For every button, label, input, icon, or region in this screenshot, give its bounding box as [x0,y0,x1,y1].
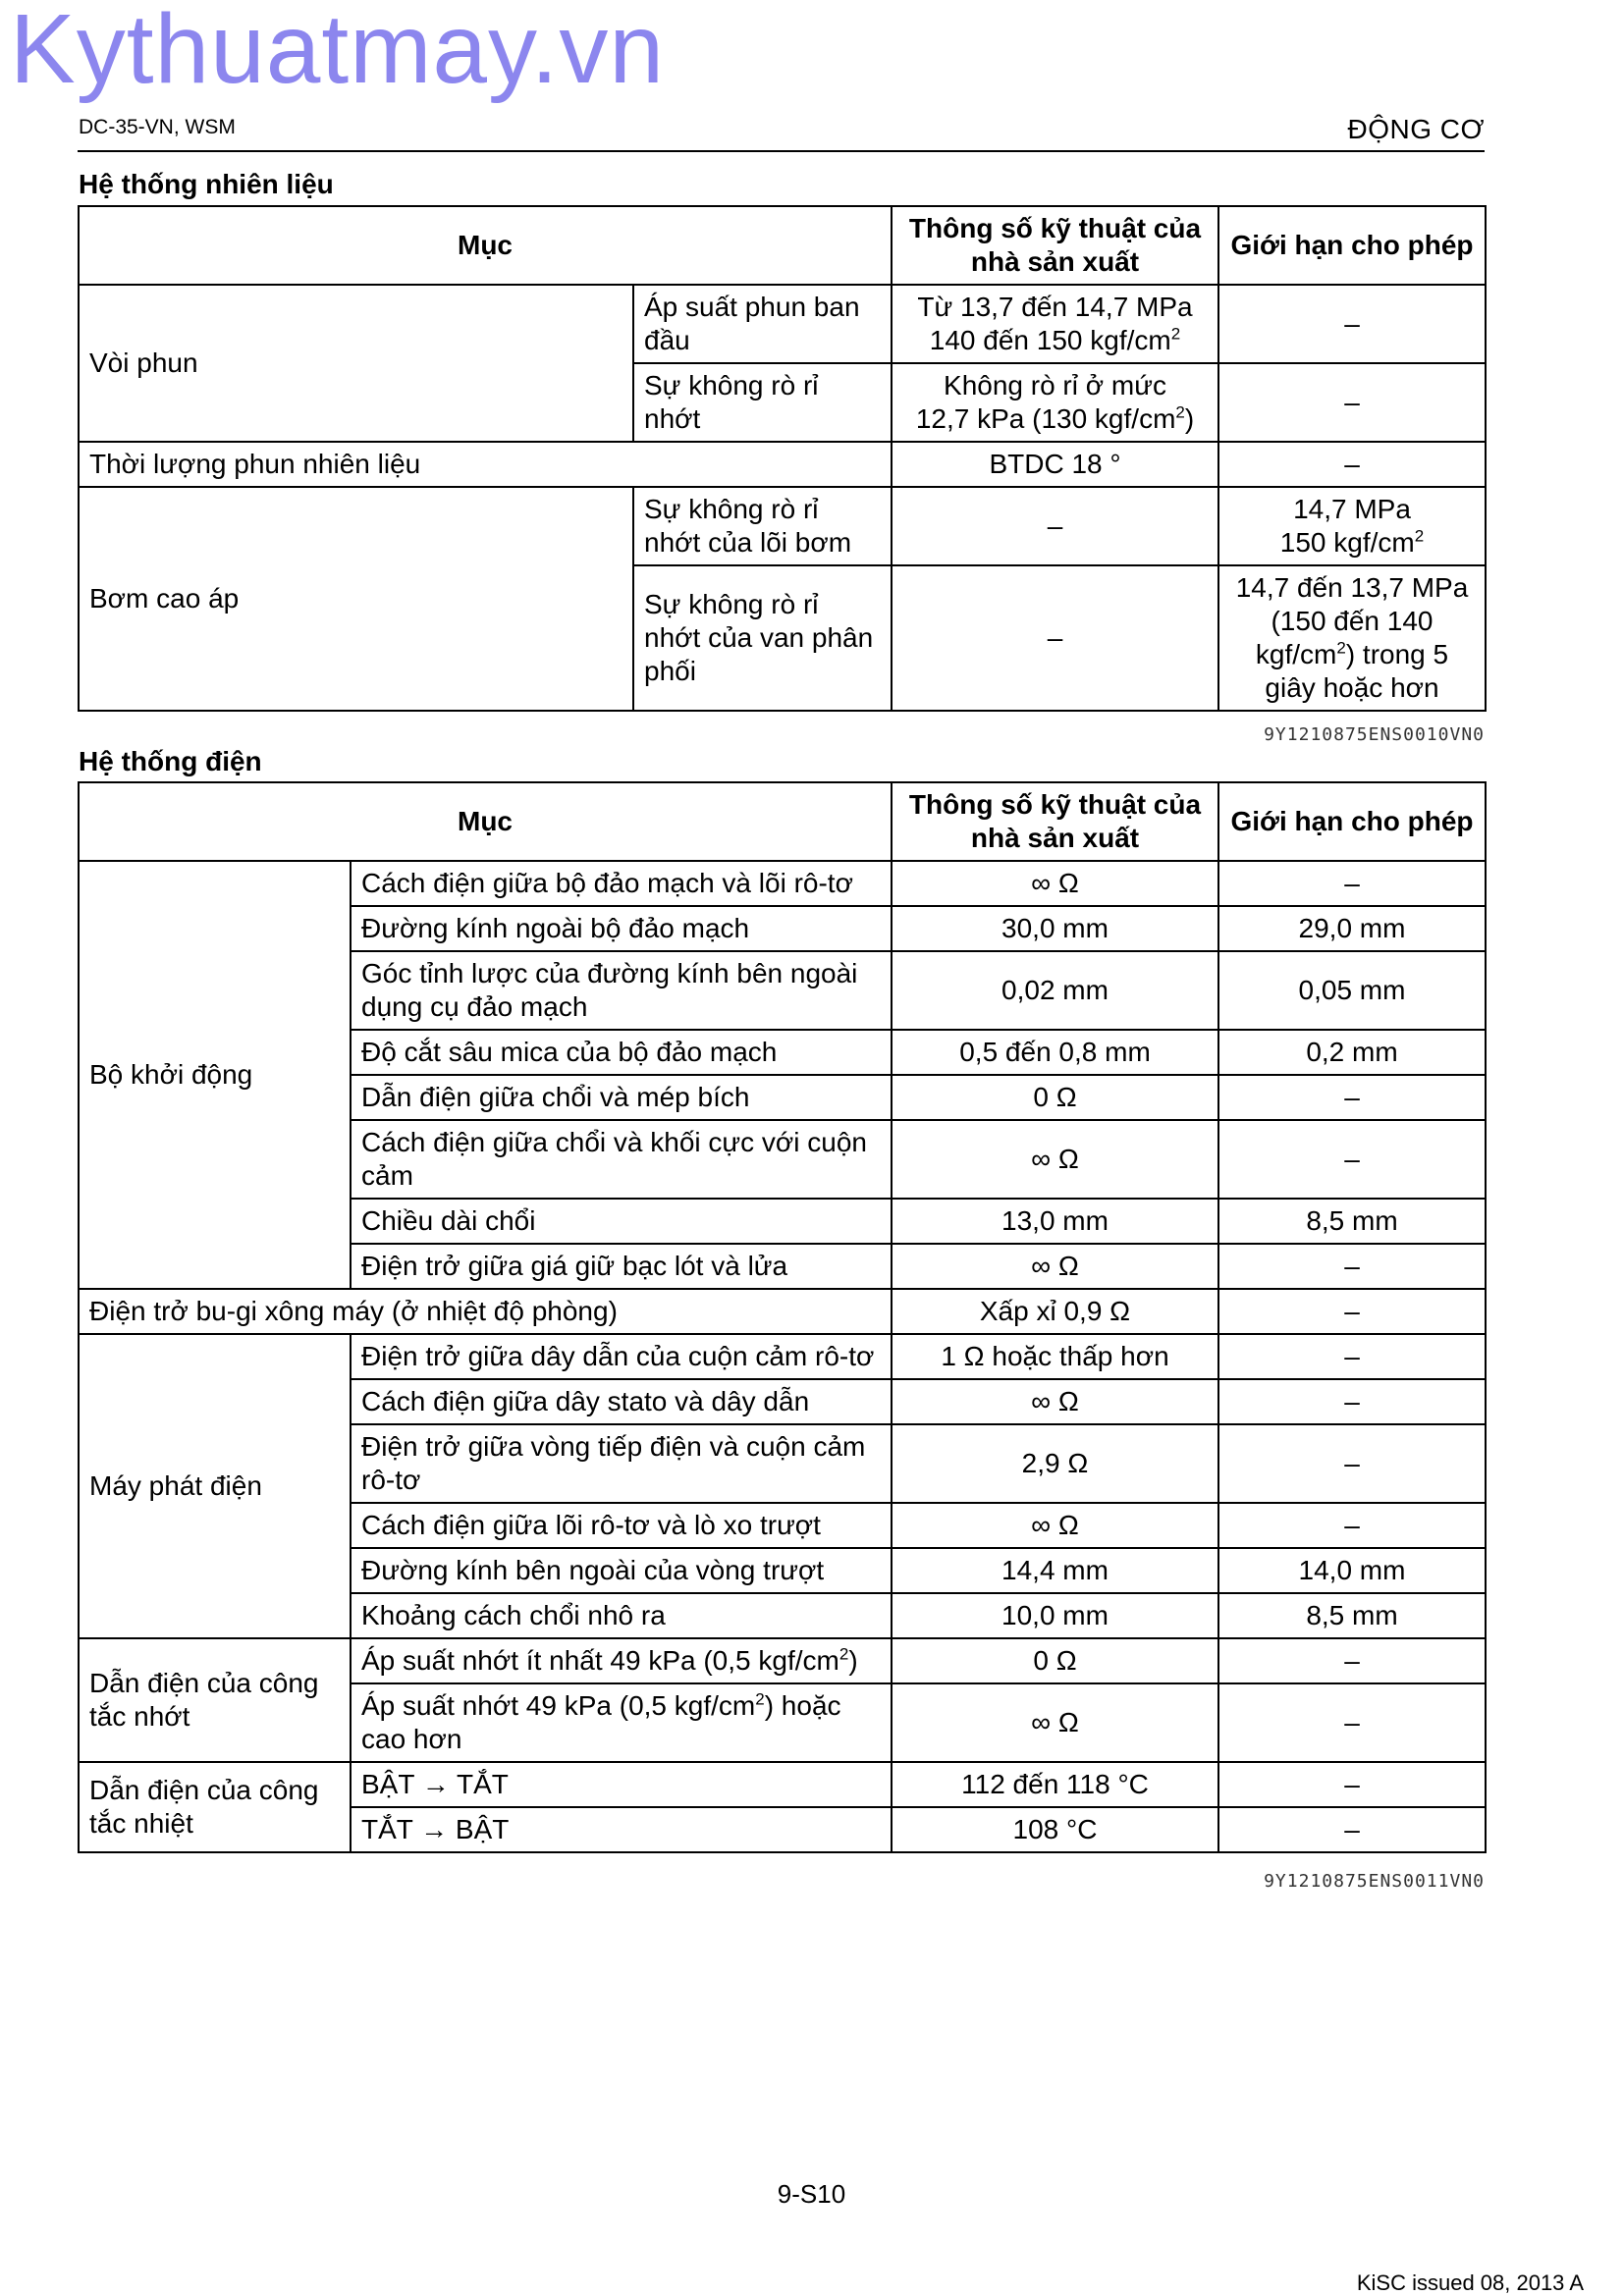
oil-switch-spec: 0 Ω [892,1638,1218,1683]
col-item-header: Mục [79,782,892,861]
timing-spec: BTDC 18 ° [892,442,1218,487]
alternator-item: Cách điện giữa dây stato và dây dẫn [351,1379,892,1424]
starter-limit: – [1218,861,1486,906]
alternator-limit: – [1218,1503,1486,1548]
header-divider [78,150,1485,152]
starter-spec: ∞ Ω [892,861,1218,906]
col-limit-header: Giới hạn cho phép [1218,782,1486,861]
alternator-spec: ∞ Ω [892,1503,1218,1548]
starter-spec: ∞ Ω [892,1120,1218,1199]
starter-limit: – [1218,1244,1486,1289]
issue-footer: KiSC issued 08, 2013 A [1356,2270,1584,2295]
inj-leak-label: Sự không rò rỉ nhớt [633,363,892,442]
pump-valve-label: Sự không rò rỉ nhớt của van phân phối [633,565,892,711]
alternator-item: Điện trở giữa dây dẫn của cuộn cảm rô-tơ [351,1334,892,1379]
alternator-spec: 1 Ω hoặc thấp hơn [892,1334,1218,1379]
alternator-item: Cách điện giữa lõi rô-tơ và lò xo trượt [351,1503,892,1548]
col-spec-header: Thông số kỹ thuật của nhà sản xuất [892,782,1218,861]
starter-item: Điện trở giữa giá giữ bạc lót và lửa [351,1244,892,1289]
alternator-limit: – [1218,1424,1486,1503]
starter-item: Đường kính ngoài bộ đảo mạch [351,906,892,951]
alternator-item: Đường kính bên ngoài của vòng trượt [351,1548,892,1593]
pump-core-spec: – [892,487,1218,565]
starter-spec: ∞ Ω [892,1244,1218,1289]
starter-limit: 29,0 mm [1218,906,1486,951]
starter-item: Chiều dài chổi [351,1199,892,1244]
starter-spec: 30,0 mm [892,906,1218,951]
thermo-switch-item: BẬT → TẮT [351,1762,892,1807]
glow-plug-limit: – [1218,1289,1486,1334]
alternator-limit: 14,0 mm [1218,1548,1486,1593]
electric-spec-table [78,781,1487,1853]
starter-spec: 0,5 đến 0,8 mm [892,1030,1218,1075]
alternator-spec: ∞ Ω [892,1379,1218,1424]
timing-limit: – [1218,442,1486,487]
starter-limit: 8,5 mm [1218,1199,1486,1244]
injector-label: Vòi phun [79,285,633,442]
oil-switch-label: Dẫn điện của công tắc nhớt [79,1638,351,1762]
starter-spec: 0,02 mm [892,951,1218,1030]
starter-item: Độ cắt sâu mica của bộ đảo mạch [351,1030,892,1075]
starter-item: Cách điện giữa bộ đảo mạch và lõi rô-tơ [351,861,892,906]
pump-core-limit: 14,7 MPa 150 kgf/$cm^2$ [1218,487,1486,565]
thermo-switch-limit: – [1218,1807,1486,1852]
alternator-label: Máy phát điện [79,1334,351,1638]
fuel-section-code: 9Y1210875ENS0010VN0 [1264,724,1485,745]
chapter-title: ĐỘNG CƠ [1347,114,1485,144]
glow-plug-item: Điện trở bu-gi xông máy (ở nhiệt độ phòng) [79,1289,892,1334]
electric-section-title: Hệ thống điện [79,746,262,776]
fuel-section-title: Hệ thống nhiên liệu [79,169,334,199]
starter-limit: – [1218,1075,1486,1120]
col-limit-header: Giới hạn cho phép [1218,206,1486,285]
alternator-limit: 8,5 mm [1218,1593,1486,1638]
thermo-switch-spec: 108 °C [892,1807,1218,1852]
fuel-spec-table [78,205,1487,712]
oil-switch-limit: – [1218,1638,1486,1683]
oil-switch-item: Áp suất nhớt ít nhất 49 kPa (0,5 kgf/$cm^2$) [351,1638,892,1683]
thermo-switch-limit: – [1218,1762,1486,1807]
starter-label: Bộ khởi động [79,861,351,1289]
inj-pressure-limit: – [1218,285,1486,363]
starter-limit: 0,05 mm [1218,951,1486,1030]
starter-item: Dẫn điện giữa chổi và mép bích [351,1075,892,1120]
alternator-spec: 14,4 mm [892,1548,1218,1593]
oil-switch-spec: ∞ Ω [892,1683,1218,1762]
alternator-limit: – [1218,1334,1486,1379]
alternator-limit: – [1218,1379,1486,1424]
alternator-spec: 2,9 Ω [892,1424,1218,1503]
starter-item: Cách điện giữa chổi và khối cực với cuộn cảm [351,1120,892,1199]
pump-valve-spec: – [892,565,1218,711]
inj-pressure-label: Áp suất phun ban đầu [633,285,892,363]
inj-leak-spec: Không rò rỉ ở mức 12,7 kPa (130 kgf/$cm^2$) [892,363,1218,442]
inj-leak-limit: – [1218,363,1486,442]
pump-label: Bơm cao áp [79,487,633,711]
pump-core-label: Sự không rò rỉ nhớt của lõi bơm [633,487,892,565]
pump-valve-limit: 14,7 đến 13,7 MPa (150 đến 140 kgf/$cm^2$) trong 5 giây hoặc hơn [1218,565,1486,711]
thermo-switch-label: Dẫn điện của công tắc nhiệt [79,1762,351,1852]
starter-item: Góc tỉnh lược của đường kính bên ngoài dụng cụ đảo mạch [351,951,892,1030]
starter-limit: – [1218,1120,1486,1199]
alternator-item: Điện trở giữa vòng tiếp điện và cuộn cảm rô-tơ [351,1424,892,1503]
oil-switch-limit: – [1218,1683,1486,1762]
thermo-switch-item: TẮT → BẬT [351,1807,892,1852]
col-spec-header: Thông số kỹ thuật của nhà sản xuất [892,206,1218,285]
timing-label: Thời lượng phun nhiên liệu [79,442,892,487]
starter-limit: 0,2 mm [1218,1030,1486,1075]
thermo-switch-spec: 112 đến 118 °C [892,1762,1218,1807]
alternator-spec: 10,0 mm [892,1593,1218,1638]
glow-plug-spec: Xấp xỉ 0,9 Ω [892,1289,1218,1334]
doc-code: DC-35-VN, WSM [79,116,236,138]
alternator-item: Khoảng cách chổi nhô ra [351,1593,892,1638]
col-item-header: Mục [79,206,892,285]
inj-pressure-spec: Từ 13,7 đến 14,7 MPa 140 đến 150 kgf/$cm^2$ [892,285,1218,363]
page-number: 9-S10 [777,2179,846,2209]
starter-spec: 13,0 mm [892,1199,1218,1244]
watermark-logo: Kythuatmay.vn [10,0,666,104]
electric-section-code: 9Y1210875ENS0011VN0 [1264,1871,1485,1892]
oil-switch-item: Áp suất nhớt 49 kPa (0,5 kgf/$cm^2$) hoặc cao hơn [351,1683,892,1762]
starter-spec: 0 Ω [892,1075,1218,1120]
